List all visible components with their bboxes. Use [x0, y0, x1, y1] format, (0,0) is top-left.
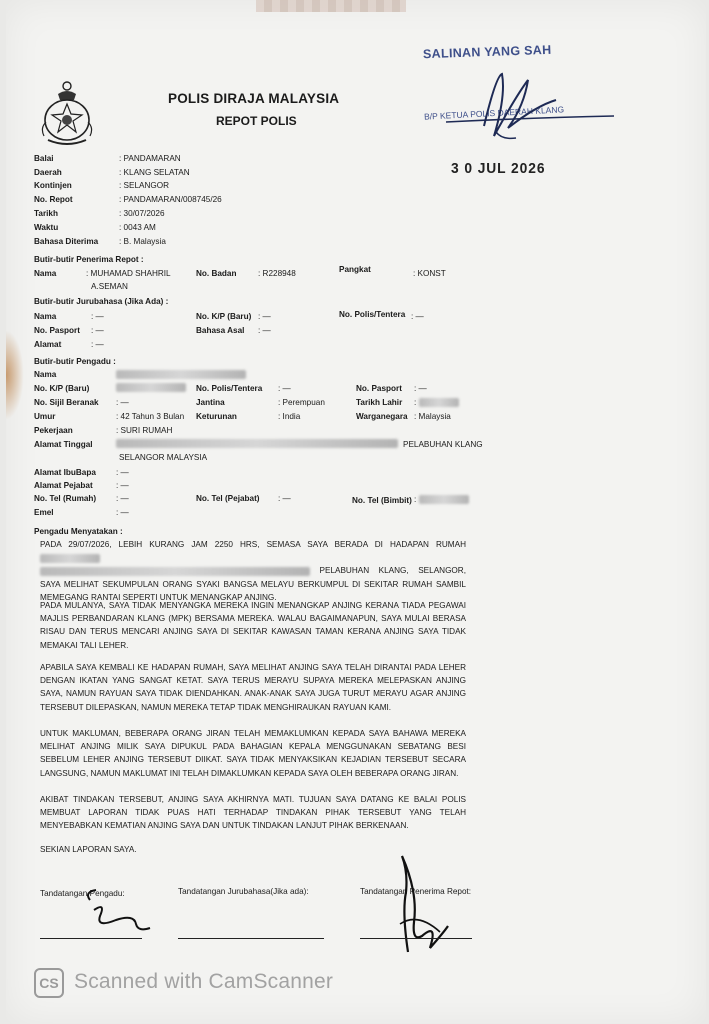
jb-polis-label: No. Polis/Tentera	[339, 310, 406, 319]
pg-alamat-value: PELABUHAN KLANG	[403, 440, 483, 449]
penerima-nama-value-2: A.SEMAN	[91, 282, 128, 291]
pg-kp-redacted	[116, 383, 186, 392]
norepot-label: No. Repot	[34, 195, 73, 204]
sig-pengadu-label: Tandatangan Pengadu:	[40, 889, 125, 898]
pg-umur-label: Umur	[34, 412, 56, 421]
stamp-date: 3 0 JUL 2026	[451, 160, 546, 177]
redacted-top	[256, 0, 406, 12]
statement-paragraph-2: PADA MULANYA, SAYA TIDAK MENYANGKA MEREKA INGIN MENANGKAP ANJING KERANA TIADA PEGAWAI MAJLIS PERBANDARAN KLANG (MPK) BERSAMA MEREKA. WALAU BAGAIMANAPUN, SAYA MULAI BERASA RISAU DAN TERUS MENCARI ANJING SAYA DI SEKITAR KAWASAN TAMAN KERANA ANJING SAYA TIDAK MEMAKAI TALI LEHER.	[40, 601, 466, 650]
pg-umur-value: : 42 Tahun 3 Bulan	[116, 412, 185, 421]
jb-bahasa-label: Bahasa Asal	[196, 326, 245, 335]
pg-ibubapa-value: : —	[116, 468, 129, 477]
penerima-nama-label: Nama	[34, 269, 57, 278]
pg-pekerjaan-label: Pekerjaan	[34, 426, 73, 435]
jb-nama-value: : —	[91, 312, 104, 321]
statement-paragraph-5: AKIBAT TINDAKAN TERSEBUT, ANJING SAYA AKHIRNYA MATI. TUJUAN SAYA DATANG KE BALAI POLIS MEMBUAT LAPORAN TIDAK PUAS HATI TERHADAP TINDAKAN PIHAK TERSEBUT YANG TELAH MENYEBABKAN KEMATIAN ANJING SAYA DAN UNTUK TINDAKAN LANJUT PIHAK BERKENAAN.	[40, 795, 466, 831]
pg-nama-label: Nama	[34, 370, 57, 379]
camscanner-watermark: Scanned with CamScanner	[74, 970, 334, 993]
pg-nama-redacted	[116, 370, 246, 379]
pg-jantina-value: : Perempuan	[278, 398, 325, 407]
penerima-pangkat-label: Pangkat	[339, 265, 371, 274]
jb-pasport-value: : —	[91, 326, 104, 335]
pg-polis-value: : —	[278, 384, 291, 393]
jb-polis-value: : —	[411, 312, 424, 321]
jb-kp-value: : —	[258, 312, 271, 321]
pg-keturunan-value: : India	[278, 412, 301, 421]
pg-telrumah-label: No. Tel (Rumah)	[34, 494, 97, 503]
tarikh-label: Tarikh	[34, 209, 58, 218]
pg-telbimbit-value: :	[414, 495, 469, 504]
pg-sijil-value: : —	[116, 398, 129, 407]
jb-alamat-label: Alamat	[34, 340, 62, 349]
pg-telrumah-value: : —	[116, 494, 129, 503]
pg-lahir-value: :	[414, 398, 459, 407]
statement-paragraph-1: PADA 29/07/2026, LEBIH KURANG JAM 2250 HRS, SEMASA SAYA BERADA DI HADAPAN RUMAH PELABUHAN KLANG, SELANGOR, SAYA MELIHAT SEKUMPULAN ORANG SYAKI BANGSA MELAYU BERKUMPUL DI SEKITAR RUMAH SAMBIL MEMEGANG RANTAI SEPERTI UNTUK MENANGKAP ANJING.	[40, 540, 466, 602]
statement-paragraph-3: APABILA SAYA KEMBALI KE HADAPAN RUMAH, SAYA MELIHAT ANJING SAYA TELAH DIRANTAI PADA LEHER DENGAN IKATAN YANG SANGAT KETAT. SAYA TERUS MERAYU SUPAYA MEREKA MELEPASKAN ANJING SAYA, NAMUN RAYUAN SAYA TIDAK DIENDAHKAN. ANAK-ANAK SAYA JUGA TURUT MERAYU AGAR ANJING TERSEBUT DILEPASKAN, NAMUN MEREKA TETAP TIDAK MENGHIRAUKAN RAYUAN KAMI.	[40, 663, 466, 712]
balai-value: : PANDAMARAN	[119, 154, 181, 163]
daerah-value: : KLANG SELATAN	[119, 168, 190, 177]
officer-signature-icon	[436, 66, 616, 146]
pg-telbimbit-label: No. Tel (Bimbit)	[352, 496, 412, 505]
police-crest-icon	[36, 78, 98, 148]
pg-emel-value: : —	[116, 508, 129, 517]
penerima-signature-icon	[378, 852, 458, 957]
pg-pekerjaan-value: : SURI RUMAH	[116, 426, 173, 435]
officer-stamp: B/P KETUA POLIS DAERAH KLANG	[423, 104, 565, 122]
statement-closing: SEKIAN LAPORAN SAYA.	[40, 845, 137, 854]
waktu-label: Waktu	[34, 223, 59, 232]
sig-line-penerima	[360, 938, 472, 939]
pg-ibubapa-label: Alamat IbuBapa	[34, 468, 96, 477]
balai-label: Balai	[34, 154, 54, 163]
jb-kp-label: No. K/P (Baru)	[196, 312, 252, 321]
pg-pasport-value: : —	[414, 384, 427, 393]
pg-alamat-redacted	[116, 439, 398, 448]
bahasa-value: : B. Malaysia	[119, 237, 166, 246]
jb-pasport-label: No. Pasport	[34, 326, 80, 335]
jb-alamat-value: : —	[91, 340, 104, 349]
pg-warganegara-label: Warganegara	[356, 412, 408, 421]
bahasa-label: Bahasa Diterima	[34, 237, 99, 246]
pg-polis-label: No. Polis/Tentera	[196, 384, 263, 393]
pg-keturunan-label: Keturunan	[196, 412, 237, 421]
pg-kp-label: No. K/P (Baru)	[34, 384, 90, 393]
sig-line-jurubahasa	[178, 938, 324, 939]
sig-penerima-label: Tandatangan Penerima Repot:	[360, 887, 472, 896]
pg-warganegara-value: : Malaysia	[414, 412, 451, 421]
penerima-nama-value: : MUHAMAD SHAHRIL	[86, 269, 171, 278]
norepot-value: : PANDAMARAN/008745/26	[119, 195, 222, 204]
page-subtitle: REPOT POLIS	[216, 114, 297, 128]
page-title: POLIS DIRAJA MALAYSIA	[168, 91, 340, 106]
pg-lahir-label: Tarikh Lahir	[356, 398, 403, 407]
certified-stamp: SALINAN YANG SAH	[422, 42, 552, 62]
pg-alamat-value-2: SELANGOR MALAYSIA	[119, 453, 208, 462]
jb-nama-label: Nama	[34, 312, 57, 321]
kontinjen-label: Kontinjen	[34, 181, 72, 190]
pg-sijil-label: No. Sijil Beranak	[34, 398, 99, 407]
pg-emel-label: Emel	[34, 508, 54, 517]
sig-line-pengadu	[40, 938, 142, 939]
scan-shadow	[6, 330, 24, 420]
penerima-pangkat-value: : KONST	[413, 269, 446, 278]
jb-bahasa-value: : —	[258, 326, 271, 335]
pengadu-section: Butir-butir Pengadu :	[34, 357, 116, 366]
tarikh-value: : 30/07/2026	[119, 209, 165, 218]
report-page	[6, 0, 706, 1024]
waktu-value: : 0043 AM	[119, 223, 156, 232]
penerima-section: Butir-butir Penerima Repot :	[34, 255, 144, 264]
pg-telpejabat-value: : —	[278, 494, 291, 503]
statement-paragraph-4: UNTUK MAKLUMAN, BEBERAPA ORANG JIRAN TELAH MEMAKLUMKAN KEPADA SAYA BAHAWA MEREKA MELIHAT ANJING MILIK SAYA DIPUKUL PADA BAHAGIAN KEPALA MENGGUNAKAN SEBATANG BESI SEBELUM LEHER ANJING TERSEBUT DIIKAT. SAYA TIDAK MENYAKSIKAN KEJADIAN TERSEBUT SECARA LANGSUNG, NAMUN MAKLUMAT INI TELAH DIMAKLUMKAN KEPADA SAYA OLEH BEBERAPA ORANG JIRAN.	[40, 729, 466, 778]
pg-telpejabat-label: No. Tel (Pejabat)	[196, 494, 260, 503]
pg-pejabat-value: : —	[116, 481, 129, 490]
pg-jantina-label: Jantina	[196, 398, 225, 407]
pg-pejabat-label: Alamat Pejabat	[34, 481, 93, 490]
penerima-badan-label: No. Badan	[196, 269, 237, 278]
pg-pasport-label: No. Pasport	[356, 384, 402, 393]
pg-alamat-label: Alamat Tinggal	[34, 440, 93, 449]
jurubahasa-section: Butir-butir Jurubahasa (Jika Ada) :	[34, 297, 169, 306]
sig-jurubahasa-label: Tandatangan Jurubahasa(Jika ada):	[178, 887, 309, 896]
penerima-badan-value: : R228948	[258, 269, 296, 278]
kontinjen-value: : SELANGOR	[119, 181, 170, 190]
camscanner-logo: CS	[34, 968, 64, 998]
daerah-label: Daerah	[34, 168, 62, 177]
pengadu-signature-icon	[76, 880, 156, 940]
statement-heading: Pengadu Menyatakan :	[34, 527, 123, 536]
